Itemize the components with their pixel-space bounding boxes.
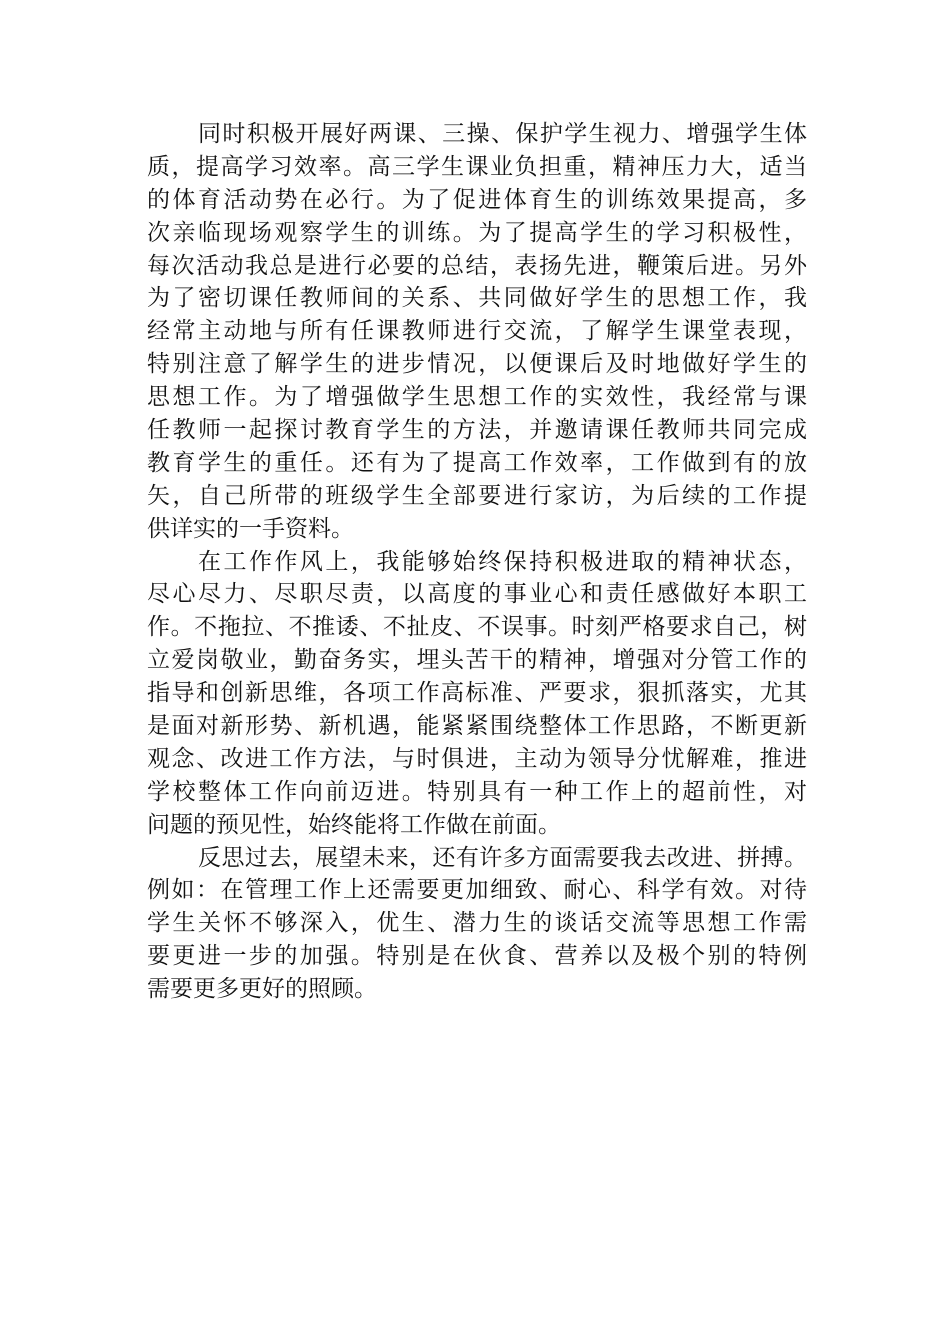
paragraph-1 <box>147 118 807 546</box>
text-line: 特别注意了解学生的进步情况，以便课后及时地做好学生的 <box>147 351 807 378</box>
text-line: 每次活动我总是进行必要的总结，表扬先进，鞭策后进。另外 <box>147 252 807 279</box>
text-line: 问题的预见性，始终能将工作做在前面。 <box>147 811 561 838</box>
text-line: 在工作作风上，我能够始终保持积极进取的精神状态， <box>198 548 807 575</box>
text-line: 尽心尽力、尽职尽责，以高度的事业心和责任感做好本职工 <box>147 581 807 608</box>
text-line: 次亲临现场观察学生的训练。为了提高学生的学习积极性， <box>147 219 807 246</box>
text-line: 同时积极开展好两课、三操、保护学生视力、增强学生体 <box>198 121 807 147</box>
text-line: 需要更多更好的照顾。 <box>147 976 377 1003</box>
text-line: 的体育活动势在必行。为了促进体育生的训练效果提高，多 <box>147 186 807 213</box>
text-line: 观念、改进工作方法，与时俱进，主动为领导分忧解难，推进 <box>147 745 807 772</box>
text-line: 是面对新形势、新机遇，能紧紧围绕整体工作思路，不断更新 <box>147 713 807 740</box>
paragraph-3 <box>147 842 807 1006</box>
text-line: 立爱岗敬业，勤奋务实，埋头苦干的精神，增强对分管工作的 <box>147 647 807 674</box>
text-line: 教育学生的重任。还有为了提高工作效率，工作做到有的放 <box>147 449 807 476</box>
text-line: 矢，自己所带的班级学生全部要进行家访，为后续的工作提 <box>147 482 807 509</box>
text-line: 指导和创新思维，各项工作高标准、严要求，狠抓落实，尤其 <box>147 680 807 707</box>
text-line: 学校整体工作向前迈进。特别具有一种工作上的超前性，对 <box>147 778 807 805</box>
text-line: 为了密切课任教师间的关系、共同做好学生的思想工作，我 <box>147 285 807 312</box>
text-line: 经常主动地与所有任课教师进行交流，了解学生课堂表现， <box>147 318 807 345</box>
text-line: 任教师一起探讨教育学生的方法，并邀请课任教师共同完成 <box>147 417 807 444</box>
text-line: 学生关怀不够深入，优生、潜力生的谈话交流等思想工作需 <box>147 910 807 937</box>
text-line: 思想工作。为了增强做学生思想工作的实效性，我经常与课 <box>147 384 807 411</box>
text-line: 质，提高学习效率。高三学生课业负担重，精神压力大，适当 <box>147 153 807 180</box>
text-line: 供详实的一手资料。 <box>147 515 354 542</box>
text-line: 要更进一步的加强。特别是在伙食、营养以及极个别的特例 <box>147 943 807 970</box>
document-body <box>147 118 807 1006</box>
text-line: 例如：在管理工作上还需要更加细致、耐心、科学有效。对待 <box>147 877 807 904</box>
text-line: 作。不拖拉、不推诿、不扯皮、不误事。时刻严格要求自己，树 <box>147 614 807 641</box>
text-line: 反思过去，展望未来，还有许多方面需要我去改进、拼搏。 <box>198 844 807 871</box>
paragraph-2 <box>147 546 807 842</box>
